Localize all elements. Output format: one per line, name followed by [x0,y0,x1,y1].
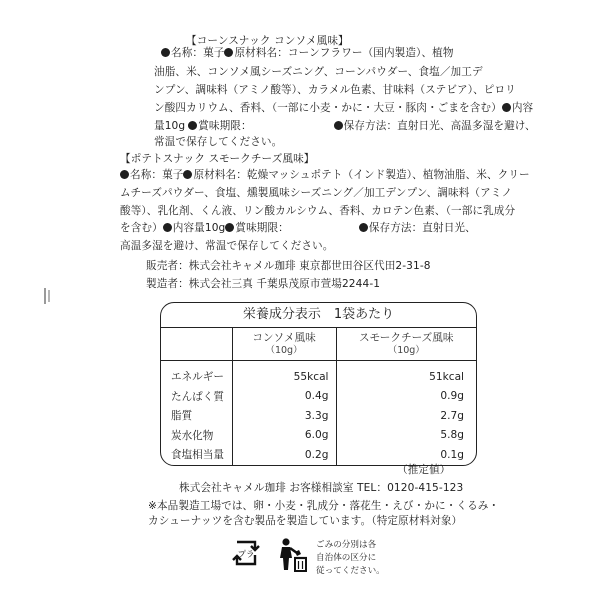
nutrition-col-consomme [232,328,336,361]
bullet-icon [359,223,368,232]
bullet-icon [120,170,129,179]
edge-mark [48,290,50,302]
recycle-note-line: 従ってください。 [316,566,385,576]
row-value-smoked-cheese: 5.8g [440,429,464,442]
col-smoked-cheese-size: （10g） [387,344,425,356]
row-label: 脂質 [161,406,232,426]
col-consomme-name: コンソメ風味 [252,331,316,344]
row-value-consomme: 55kcal [232,367,336,387]
manufacturer-line: 製造者：株式会社三真 千葉県茂原市萱場2244-1 [146,278,381,290]
bullet-icon [161,48,170,57]
nutrition-row-salt [161,445,476,465]
corn-snack-line2: 油脂、米、コンソメ風シーズニング、コーンパウダー、食塩／加工デ [154,66,483,78]
allergen-line-2: カシューナッツを含む製品を製造しています。（特定原材料対象） [148,515,463,527]
potato-snack-line1: 名称：菓子 原材料名：乾燥マッシュポテト（インド製造）、植物油脂、米、クリー [120,168,530,182]
row-value-smoked-cheese: 51kcal [429,370,464,383]
recycle-note-line: ごみの分別は各 [316,540,377,550]
estimate-note: （推定値） [397,464,451,476]
potato-snack-line5: 高温多湿を避け、常温で保存してください。 [120,240,334,252]
contact-line: 株式会社キャメル珈琲 お客様相談室 TEL：0120-415-123 [179,482,464,494]
potato-snack-line4: を含む） 内容量10g 賞味期限： 保存方法：直射日光、 [120,222,476,234]
row-value-consomme: 0.2g [232,445,336,465]
allergen-line-1: ※本品製造工場では、卵・小麦・乳成分・落花生・えび・かに・くるみ・ [148,500,500,512]
recycle-note [316,539,385,578]
svg-text:プラ: プラ [237,550,255,560]
row-label: たんぱく質 [161,387,232,407]
bullet-icon [502,103,511,112]
corn-snack-header: 【コーンスナック コンソメ風味】 [186,35,349,47]
corn-snack-line3: ンプン、調味料（アミノ酸等）、カラメル色素、甘味料（ステビア）、ピロリ [154,84,516,96]
bullet-icon [188,121,197,130]
col-smoked-cheese-name: スモークチーズ風味 [359,331,454,344]
potato-snack-line2: ムチーズパウダー、食塩、燻製風味シーズニング／加工デンプン、調味料（アミノ [120,187,513,199]
nutrition-row-fat [161,406,476,426]
row-value-consomme: 0.4g [232,387,336,407]
corn-snack-line6: 常温で保存してください。 [154,136,283,148]
row-value-smoked-cheese: 0.1g [440,448,464,461]
nutrition-row-protein [161,387,476,407]
bullet-icon [163,223,172,232]
nutrition-table [161,327,476,465]
nutrition-title: 栄養成分表示 1袋あたり [242,307,395,322]
seller-line: 販売者：株式会社キャメル珈琲 東京都世田谷区代田2-31-8 [146,260,431,272]
row-value-smoked-cheese: 0.9g [440,390,464,403]
corn-snack-line5: 量10g 賞味期限： 保存方法：直射日光、高温多湿を避け、 [154,120,536,132]
corn-snack-line4: ン酸四カリウム、香料、（一部に小麦・かに・大豆・豚肉・ごまを含む） 内容 [154,102,534,114]
nutrition-header-row [161,328,476,361]
bullet-icon [224,48,233,57]
bullet-icon [183,170,192,179]
row-value-smoked-cheese: 2.7g [440,409,464,422]
row-value-consomme: 6.0g [232,426,336,446]
row-label: エネルギー [161,367,232,387]
bullet-icon [225,223,234,232]
corn-snack-line1: 名称：菓子 原材料名：コーンフラワー（国内製造）、植物 [161,46,454,60]
nutrition-facts-box [160,302,477,466]
row-label: 炭水化物 [161,426,232,446]
recycle-note-line: 自治体の区分に [316,553,377,563]
nutrition-row-energy [161,367,476,387]
potato-snack-line3: 酸等）、乳化剤、くん液、リン酸カルシウム、香料、カロテン色素、（一部に乳成分 [120,205,516,217]
edge-mark [44,288,46,304]
nutrition-col-smoked-cheese [336,328,476,361]
row-label: 食塩相当量 [161,445,232,465]
row-value-consomme: 3.3g [232,406,336,426]
nutrition-row-carbohydrate [161,426,476,446]
col-consomme-size: （10g） [265,344,303,356]
plastic-recycle-icon [229,538,263,572]
trash-disposal-icon [270,536,310,576]
nutrition-header-empty [161,328,232,361]
bullet-icon [334,121,343,130]
potato-snack-header: 【ポテトスナック スモークチーズ風味】 [120,153,315,165]
